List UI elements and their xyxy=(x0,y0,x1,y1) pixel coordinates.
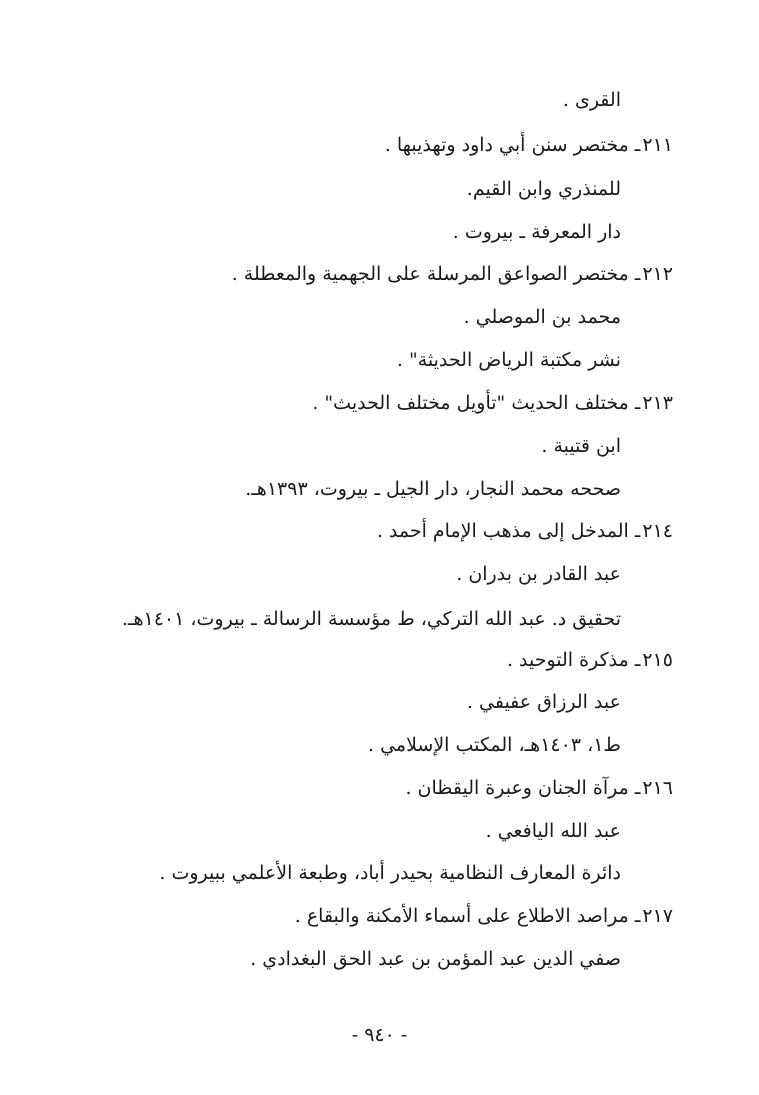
line-text: ـ مختصر سنن أبي داود وتهذيبها . xyxy=(384,134,641,156)
line-text: عبد القادر بن بدران . xyxy=(456,563,621,585)
line-text: ـ المدخل إلى مذهب الإمام أحمد . xyxy=(376,520,641,542)
line-text: عبد الله اليافعي . xyxy=(485,820,621,842)
entry-number: ٢١٥ xyxy=(642,649,673,671)
entry-number: ٢١٣ xyxy=(642,392,673,414)
entry-211-publisher xyxy=(453,217,621,247)
entry-217-author xyxy=(250,944,621,974)
entry-number: ٢١٢ xyxy=(642,263,673,285)
line-text: ط١، ١٤٠٣هـ، المكتب الإسلامي . xyxy=(368,734,621,756)
line-text: ـ مراصد الاطلاع على أسماء الأمكنة والبقاع . xyxy=(294,905,641,927)
entry-212-title xyxy=(232,259,673,289)
entry-213-title xyxy=(312,388,673,418)
entry-216-publisher xyxy=(159,858,621,888)
line-text: ـ مختصر الصواعق المرسلة على الجهمية والمعطلة . xyxy=(231,263,641,285)
entry-216-title xyxy=(405,773,673,803)
entry-211-author xyxy=(467,174,621,204)
entry-214-publisher xyxy=(122,604,621,634)
entry-215-publisher xyxy=(368,730,621,760)
entry-number: ٢١٦ xyxy=(642,777,673,799)
line-text: ـ مذكرة التوحيد . xyxy=(506,649,641,671)
entry-number: ٢١٤ xyxy=(642,520,673,542)
page-number: - ٩٤٠ - xyxy=(351,1024,408,1046)
entry-213-author xyxy=(541,431,621,461)
line-text: صفي الدين عبد المؤمن بن عبد الحق البغدادي . xyxy=(250,948,621,970)
entry-number: ٢١٧ xyxy=(642,905,673,927)
entry-214-author xyxy=(456,559,621,589)
line-text: دار المعرفة ـ بيروت . xyxy=(452,221,621,243)
line-text: ـ مرآة الجنان وعبرة اليقظان . xyxy=(405,777,641,799)
line-text: ـ مختلف الحديث "تأويل مختلف الحديث" . xyxy=(312,392,641,414)
entry-216-author xyxy=(486,816,621,846)
entry-215-author xyxy=(467,687,621,717)
entry-213-publisher xyxy=(245,474,621,504)
line-text: للمنذري وابن القيم. xyxy=(466,178,621,200)
entry-215-title xyxy=(507,645,673,675)
entry-210-publisher-continued xyxy=(563,85,621,115)
entry-212-publisher xyxy=(397,345,621,375)
line-text: صححه محمد النجار، دار الجيل ـ بيروت، ١٣٩٣هـ. xyxy=(245,478,621,500)
entry-211-title xyxy=(385,130,673,160)
entry-212-author xyxy=(464,302,621,332)
line-text: ابن قتيبة . xyxy=(541,435,621,457)
line-text: محمد بن الموصلي . xyxy=(463,306,621,328)
line-text: القرى . xyxy=(562,89,621,111)
entry-214-title xyxy=(377,516,673,546)
line-text: نشر مكتبة الرياض الحديثة" . xyxy=(396,349,621,371)
line-text: تحقيق د. عبد الله التركي، ط مؤسسة الرسالة ـ بيروت، ١٤٠١هـ. xyxy=(121,608,621,630)
entry-217-title xyxy=(295,901,673,931)
line-text: عبد الرزاق عفيفي . xyxy=(466,691,621,713)
entry-number: ٢١١ xyxy=(642,134,673,156)
line-text: دائرة المعارف النظامية بحيدر أباد، وطبعة الأعلمي ببيروت . xyxy=(159,862,621,884)
